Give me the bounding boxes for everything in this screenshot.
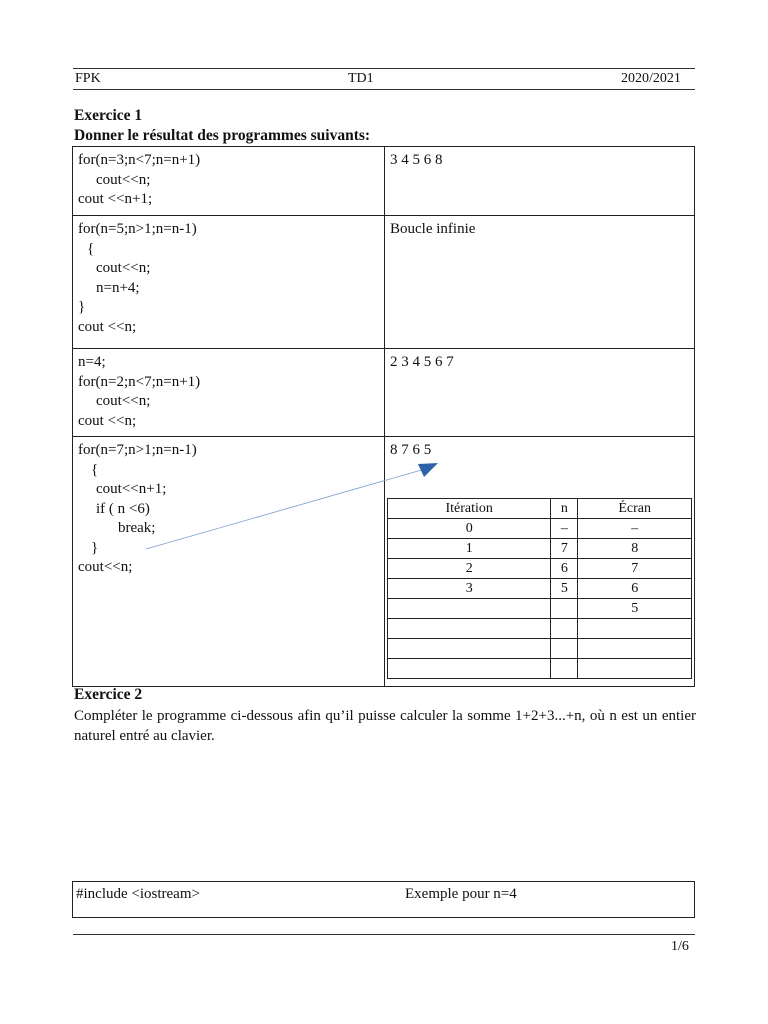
trace-header: Itération: [388, 499, 551, 519]
header-right: 2020/2021: [621, 71, 681, 86]
result-text: 8 7 6 5: [390, 442, 432, 458]
trace-cell: 6: [578, 579, 692, 599]
trace-cell: 5: [551, 579, 578, 599]
code-line: cout <<n+1;: [78, 191, 153, 207]
trace-cell: –: [551, 519, 578, 539]
trace-cell: 3: [388, 579, 551, 599]
exercise1-subtitle: Donner le résultat des programmes suivants:: [74, 127, 371, 144]
trace-header: Écran: [578, 499, 692, 519]
trace-cell: 8: [578, 539, 692, 559]
trace-cell: 5: [578, 599, 692, 619]
exercise2-text: Compléter le programme ci-dessous afin qu’il puisse calculer la somme 1+2+3...+n, où n est un entier naturel entré au clavier.: [74, 708, 696, 744]
code-line: if ( n <6): [96, 500, 150, 517]
code-line: n=n+4;: [96, 279, 140, 296]
code-line: cout<<n;: [78, 559, 133, 575]
code-line: cout<<n+1;: [96, 481, 167, 497]
trace-cell: –: [578, 519, 692, 539]
exercise2-code-box: [72, 881, 695, 918]
code-line: for(n=2;n<7;n=n+1): [78, 373, 201, 390]
code-line: for(n=3;n<7;n=n+1): [78, 152, 201, 168]
trace-cell: 7: [578, 559, 692, 579]
trace-cell: 0: [388, 519, 551, 539]
code-line: n=4;: [78, 354, 106, 370]
code-line: for(n=5;n>1;n=n-1): [78, 221, 197, 237]
footer-rule: [73, 934, 695, 935]
page-number: 1/6: [671, 939, 689, 954]
trace-cell: 2: [388, 559, 551, 579]
code-line: cout<<n;: [96, 393, 151, 409]
code-first-line: #include <iostream>: [76, 886, 200, 902]
code-line: }: [78, 299, 86, 315]
trace-cell: 6: [551, 559, 578, 579]
trace-header: n: [551, 499, 578, 519]
exercise2-title: Exercice 2: [74, 686, 143, 703]
code-line: }: [91, 539, 99, 556]
trace-cell: 1: [388, 539, 551, 559]
code-line: {: [87, 240, 95, 257]
code-line: for(n=7;n>1;n=n-1): [78, 442, 197, 458]
result-text: 2 3 4 5 6 7: [390, 354, 454, 370]
code-line: break;: [118, 520, 156, 536]
example-label: Exemple pour n=4: [405, 886, 517, 902]
code-line: cout <<n;: [78, 412, 137, 429]
trace-cell: 7: [551, 539, 578, 559]
code-line: cout<<n;: [96, 260, 151, 276]
code-line: cout <<n;: [78, 318, 137, 335]
exercise1-title: Exercice 1: [74, 107, 143, 124]
code-line: cout<<n;: [96, 171, 151, 188]
header-center: TD1: [348, 71, 374, 86]
result-text: 3 4 5 6 8: [390, 152, 443, 168]
header-left: FPK: [75, 71, 101, 86]
result-text: Boucle infinie: [390, 221, 476, 237]
code-line: {: [91, 461, 99, 478]
